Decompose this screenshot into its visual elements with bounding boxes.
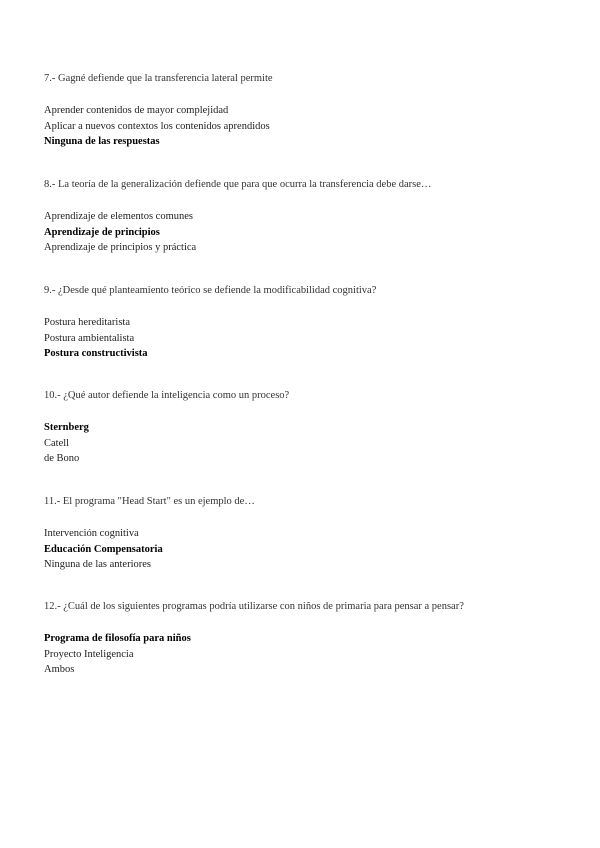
answer-option-correct: Postura constructivista	[44, 348, 148, 359]
answer-options	[44, 526, 564, 573]
answer-option: Postura hereditarista	[44, 317, 131, 328]
answer-option-correct: Ninguna de las respuestas	[44, 136, 160, 147]
answer-option-correct: Educación Compensatoria	[44, 543, 163, 555]
answer-options	[44, 631, 564, 678]
answer-option: Ambos	[44, 664, 75, 675]
question-9	[44, 284, 564, 362]
answer-option: de Bono	[44, 453, 80, 464]
question-text: 10.- ¿Qué autor defiende la inteligencia como un proceso?	[44, 390, 290, 401]
answer-option: Aprendizaje de principios y práctica	[44, 242, 197, 253]
question-text: 12.- ¿Cuál de los siguientes programas podría utilizarse con niños de primaria para pensar a pensar?	[44, 601, 464, 612]
answer-option-correct: Programa de filosofía para niños	[44, 633, 191, 644]
answer-option-correct: Aprendizaje de principios	[44, 226, 160, 238]
answer-option: Ninguna de las anteriores	[44, 559, 152, 570]
answer-option: Aprender contenidos de mayor complejidad	[44, 105, 229, 116]
answer-option: Intervención cognitiva	[44, 528, 139, 539]
answer-option: Postura ambientalista	[44, 332, 135, 344]
answer-options	[44, 315, 564, 362]
question-text: 11.- El programa "Head Start" es un ejemplo de…	[44, 496, 255, 507]
answer-option: Proyecto Inteligencia	[44, 648, 134, 660]
question-8	[44, 178, 564, 256]
answer-options	[44, 209, 564, 256]
question-10	[44, 389, 564, 467]
answer-option: Aplicar a nuevos contextos los contenidos aprendidos	[44, 120, 270, 132]
question-12	[44, 600, 564, 678]
answer-option-correct: Sternberg	[44, 422, 89, 433]
question-7	[44, 72, 564, 150]
question-11	[44, 495, 564, 573]
question-text: 8.- La teoría de la generalización defiende que para que ocurra la transferencia debe darse…	[44, 179, 432, 190]
answer-option: Aprendizaje de elementos comunes	[44, 211, 193, 222]
answer-options	[44, 103, 564, 150]
question-text: 7.- Gagné defiende que la transferencia lateral permite	[44, 73, 273, 84]
answer-option: Catell	[44, 437, 70, 449]
answer-options	[44, 420, 564, 467]
question-text: 9.- ¿Desde qué planteamiento teórico se defiende la modificabilidad cognitiva?	[44, 285, 377, 296]
